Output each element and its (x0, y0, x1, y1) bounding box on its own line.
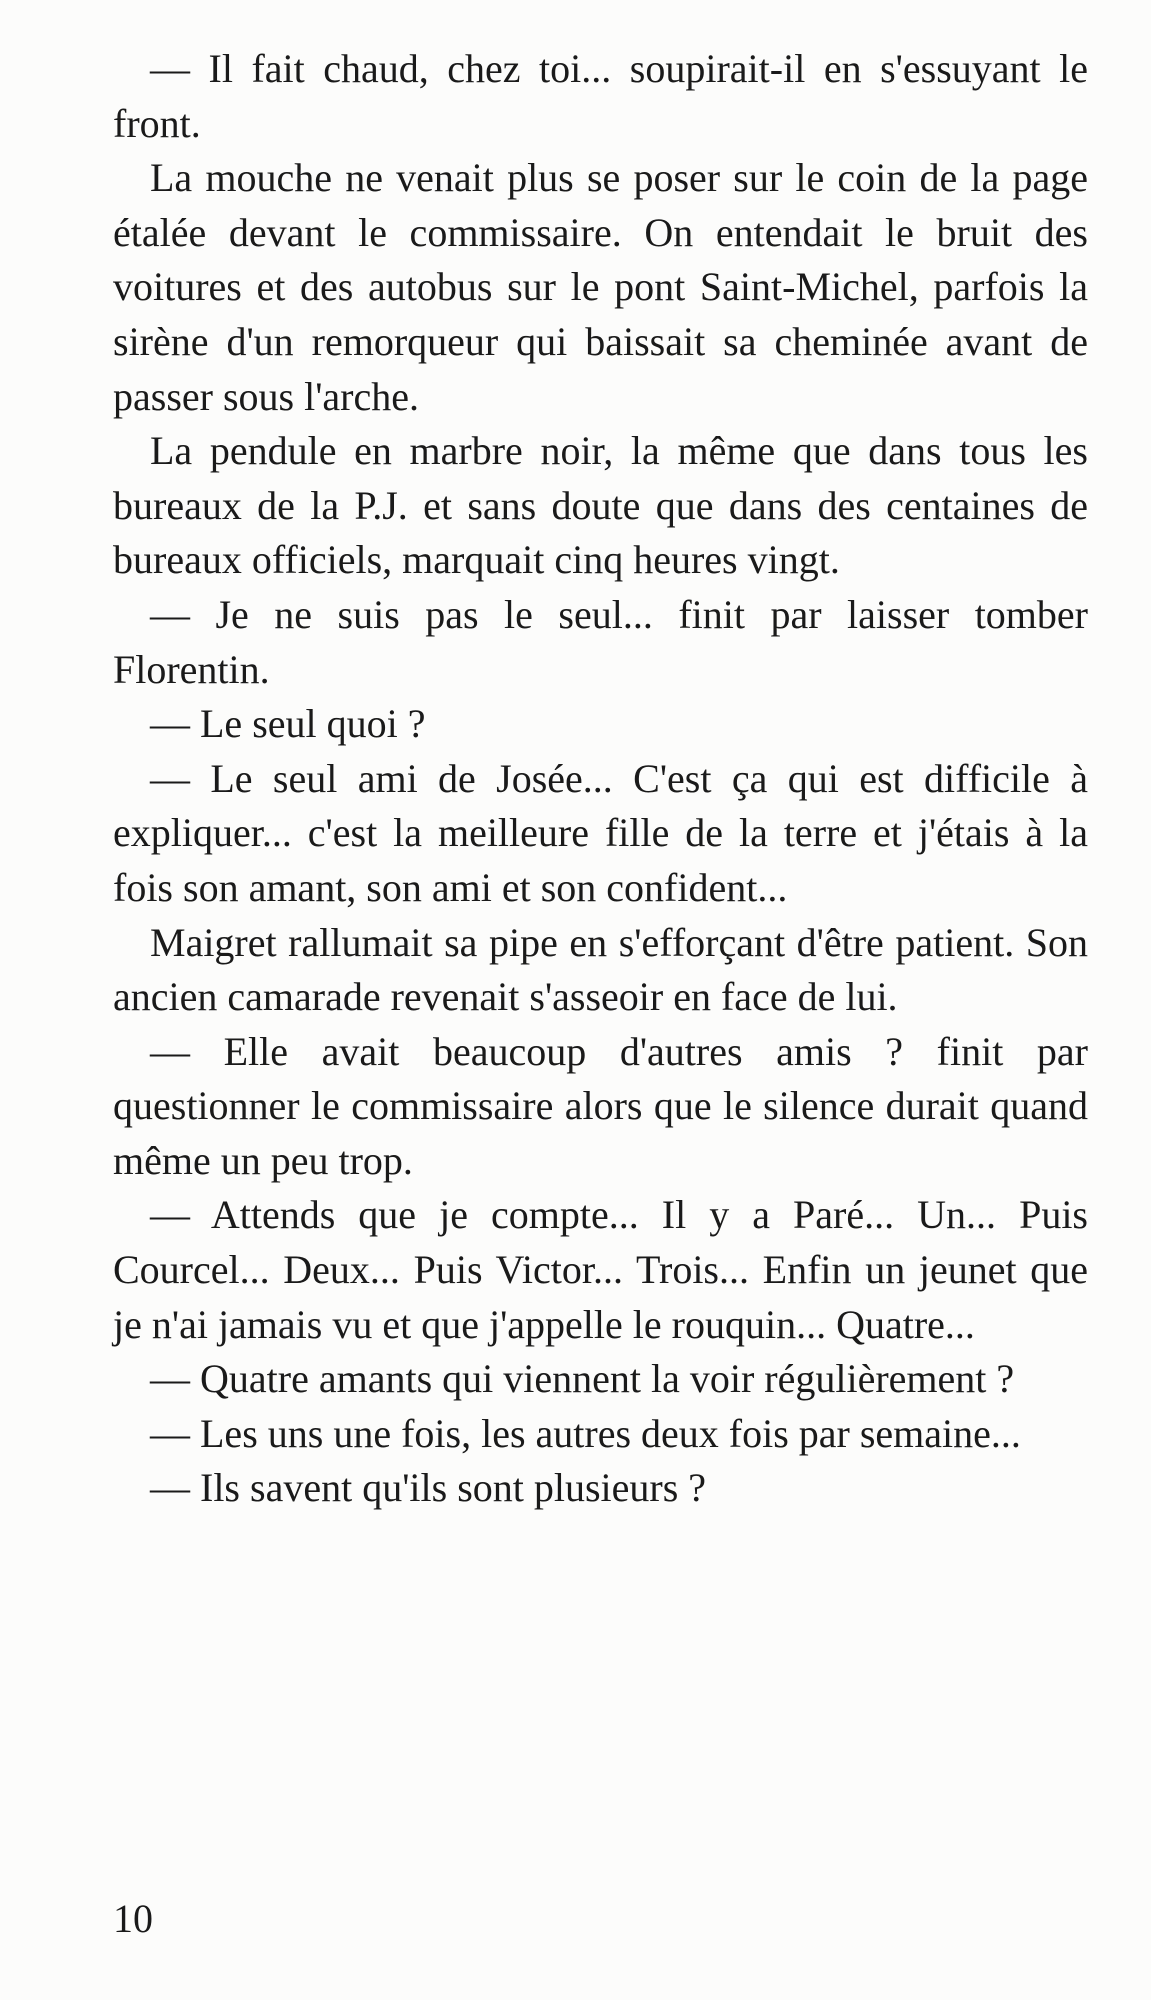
paragraph-1: — Il fait chaud, chez toi... soupirait-il en s'essuyant le front. (113, 46, 1088, 146)
paragraph-9: — Attends que je compte... Il y a Paré... Un... Puis Courcel... Deux... Puis Victor... Trois... Enfin un jeunet que je n'ai jamais vu et que j'appelle le rouquin... Quatre... (113, 1192, 1088, 1347)
paragraph-4: — Je ne suis pas le seul... finit par laisser tomber Florentin. (113, 591, 1088, 692)
paragraph-3: La pendule en marbre noir, la même que dans tous les bureaux de la P.J. et sans doute que dans des centaines de bureaux officiels, marquait cinq heures vingt. (113, 428, 1088, 583)
paragraph-11: — Les uns une fois, les autres deux fois par semaine... (150, 1410, 1021, 1456)
paragraph-7: Maigret rallumait sa pipe en s'efforçant d'être patient. Son ancien camarade revenait s'asseoir en face de lui. (113, 919, 1088, 1020)
page-number: 10 (113, 1896, 153, 1941)
body-text (113, 42, 1088, 1516)
paragraph-5: — Le seul quoi ? (150, 701, 426, 747)
paragraph-8: — Elle avait beaucoup d'autres amis ? finit par questionner le commissaire alors que le silence durait quand même un peu trop. (113, 1028, 1088, 1183)
paragraph-6: — Le seul ami de Josée... C'est ça qui est difficile à expliquer... c'est la meilleure fille de la terre et j'étais à la fois son amant, son ami et son confident... (113, 755, 1088, 910)
paragraph-2: La mouche ne venait plus se poser sur le coin de la page étalée devant le commissaire. On entendait le bruit des voitures et des autobus sur le pont Saint-Michel, parfois la sirène d'un remorqueur qui baissait sa cheminée avant de passer sous l'arche. (113, 155, 1088, 419)
paragraph-12: — Ils savent qu'ils sont plusieurs ? (150, 1465, 707, 1511)
paragraph-10: — Quatre amants qui viennent la voir régulièrement ? (150, 1356, 1015, 1402)
